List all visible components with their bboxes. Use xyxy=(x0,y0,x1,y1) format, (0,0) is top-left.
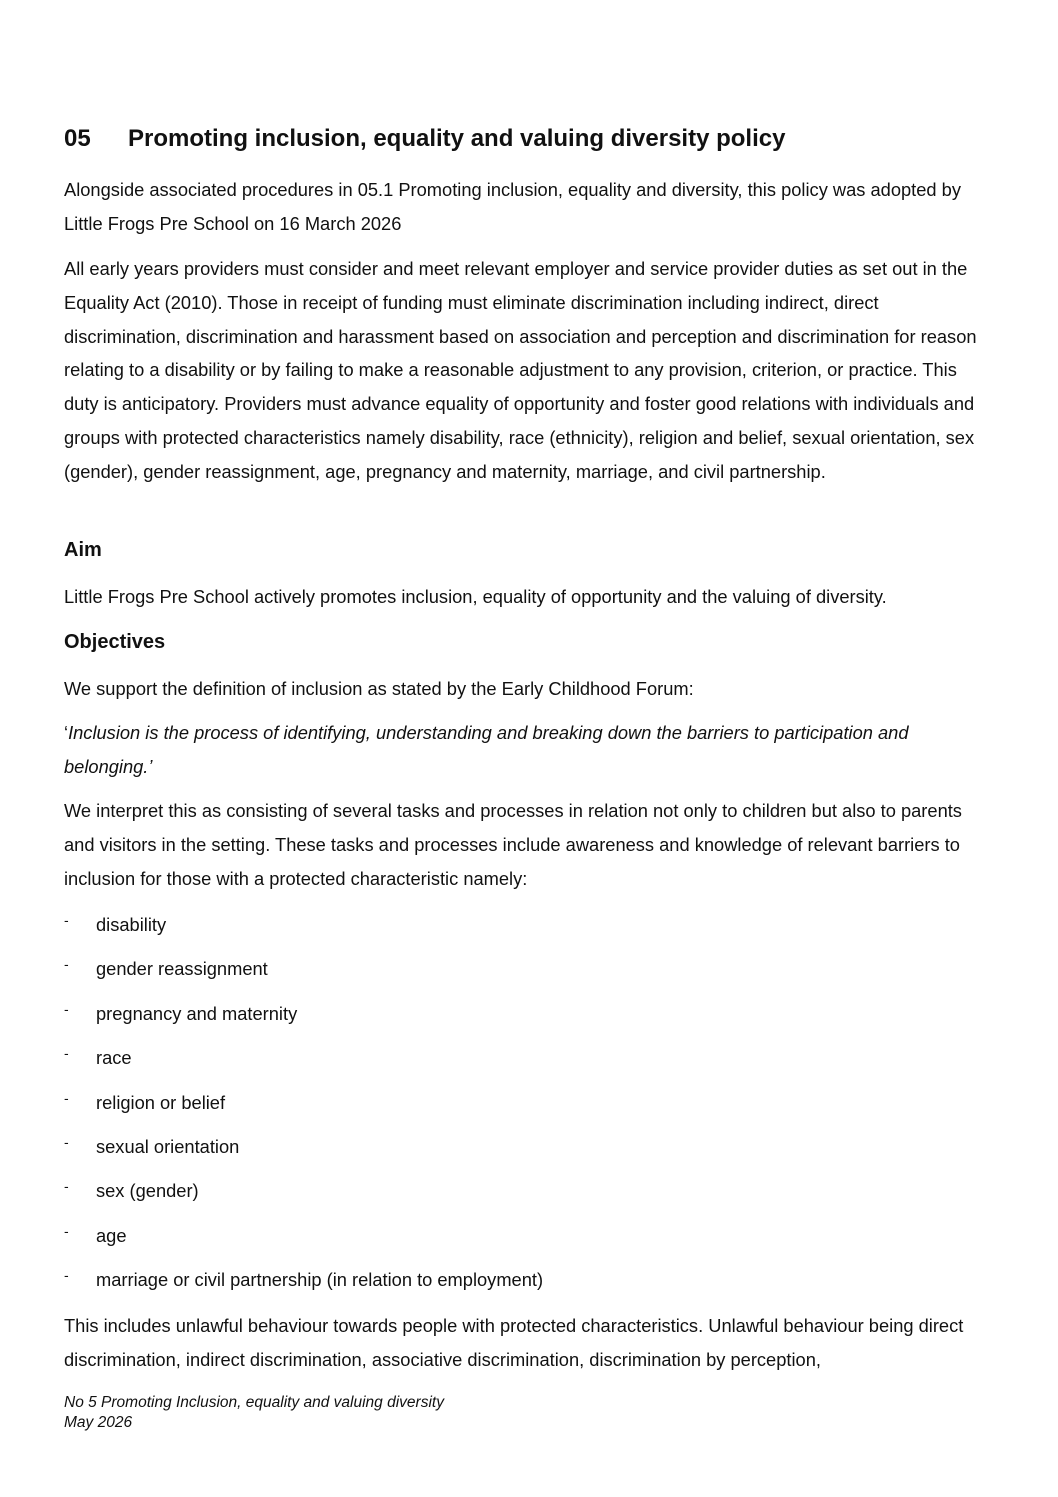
list-dash: - xyxy=(64,1222,69,1239)
list-item xyxy=(64,1128,996,1172)
list-item xyxy=(64,950,996,994)
footer-date: May 2026 xyxy=(64,1414,133,1431)
quote-open-mark: ‘ xyxy=(64,722,69,743)
list-item-text: disability xyxy=(96,914,167,935)
list-item-text: religion or belief xyxy=(96,1091,226,1113)
list-dash: - xyxy=(64,1000,69,1017)
quote-text: Inclusion is the process of identifying, understanding and breaking down the barriers to participation and belonging.’ xyxy=(64,722,909,777)
list-dash: - xyxy=(64,1178,69,1195)
list-item xyxy=(64,1084,996,1128)
list-item-text: age xyxy=(96,1224,127,1246)
list-item xyxy=(64,1039,996,1083)
title-text: Promoting inclusion, equality and valuing diversity policy xyxy=(128,125,786,152)
list-item xyxy=(64,1172,996,1216)
page-footer xyxy=(64,1393,444,1433)
footer-document-name: No 5 Promoting Inclusion, equality and valuing diversity xyxy=(64,1394,444,1411)
list-item xyxy=(64,906,996,950)
list-item xyxy=(64,995,996,1039)
list-item-text: sexual orientation xyxy=(96,1135,240,1157)
objectives-heading: Objectives xyxy=(64,631,166,653)
unlawful-paragraph: This includes unlawful behaviour towards people with protected characteristics. Unlawful behaviour being direct discrimination, indirect discrimination, associative discrimination, discrimination by perception, xyxy=(64,1315,964,1370)
duties-paragraph: All early years providers must consider and meet relevant employer and service provider duties as set out in the Equality Act (2010). Those in receipt of funding must eliminate discrimination including indirect, direct discrimination, discrimination and harassment based on association and perception and discrimination for reason relating to a disability or by failing to make a reasonable adjustment to any provision, criterion, or practice. This duty is anticipatory. Providers must advance equality of opportunity and foster good relations with individuals and groups with protected characteristics namely disability, race (ethnicity), religion and belief, sexual orientation, sex (gender), gender reassignment, age, pregnancy and maternity, marriage, and civil partnership. xyxy=(64,258,977,482)
list-dash: - xyxy=(64,1089,69,1106)
aim-heading: Aim xyxy=(64,539,102,561)
list-item-text: race xyxy=(96,1047,132,1069)
list-item-text: marriage or civil partnership (in relation to employment) xyxy=(96,1269,544,1291)
list-item xyxy=(64,1217,996,1261)
protected-characteristics-list xyxy=(64,906,996,1306)
title-number: 05 xyxy=(64,125,91,152)
list-dash: - xyxy=(64,912,69,928)
inclusion-quote xyxy=(64,716,996,784)
list-dash: - xyxy=(64,1133,69,1150)
list-item-text: gender reassignment xyxy=(96,958,268,980)
list-item-text: pregnancy and maternity xyxy=(96,1002,298,1024)
intro-paragraph: Alongside associated procedures in 05.1 Promoting inclusion, equality and diversity, this policy was adopted by Little Frogs Pre School on 16 March 2026 xyxy=(64,179,961,234)
page-title xyxy=(64,122,996,156)
interpretation-paragraph: We interpret this as consisting of several tasks and processes in relation not only to children but also to parents and visitors in the setting. These tasks and processes include awareness and knowledge of relevant barriers to inclusion for those with a protected characteristic namely: xyxy=(64,800,962,889)
list-dash: - xyxy=(64,1267,69,1284)
list-dash: - xyxy=(64,1045,69,1062)
aim-paragraph: Little Frogs Pre School actively promotes inclusion, equality of opportunity and the valuing of diversity. xyxy=(64,586,887,607)
list-dash: - xyxy=(64,956,69,973)
list-item-text: sex (gender) xyxy=(96,1180,199,1202)
objectives-intro: We support the definition of inclusion as stated by the Early Childhood Forum: xyxy=(64,678,694,699)
list-item xyxy=(64,1261,996,1305)
